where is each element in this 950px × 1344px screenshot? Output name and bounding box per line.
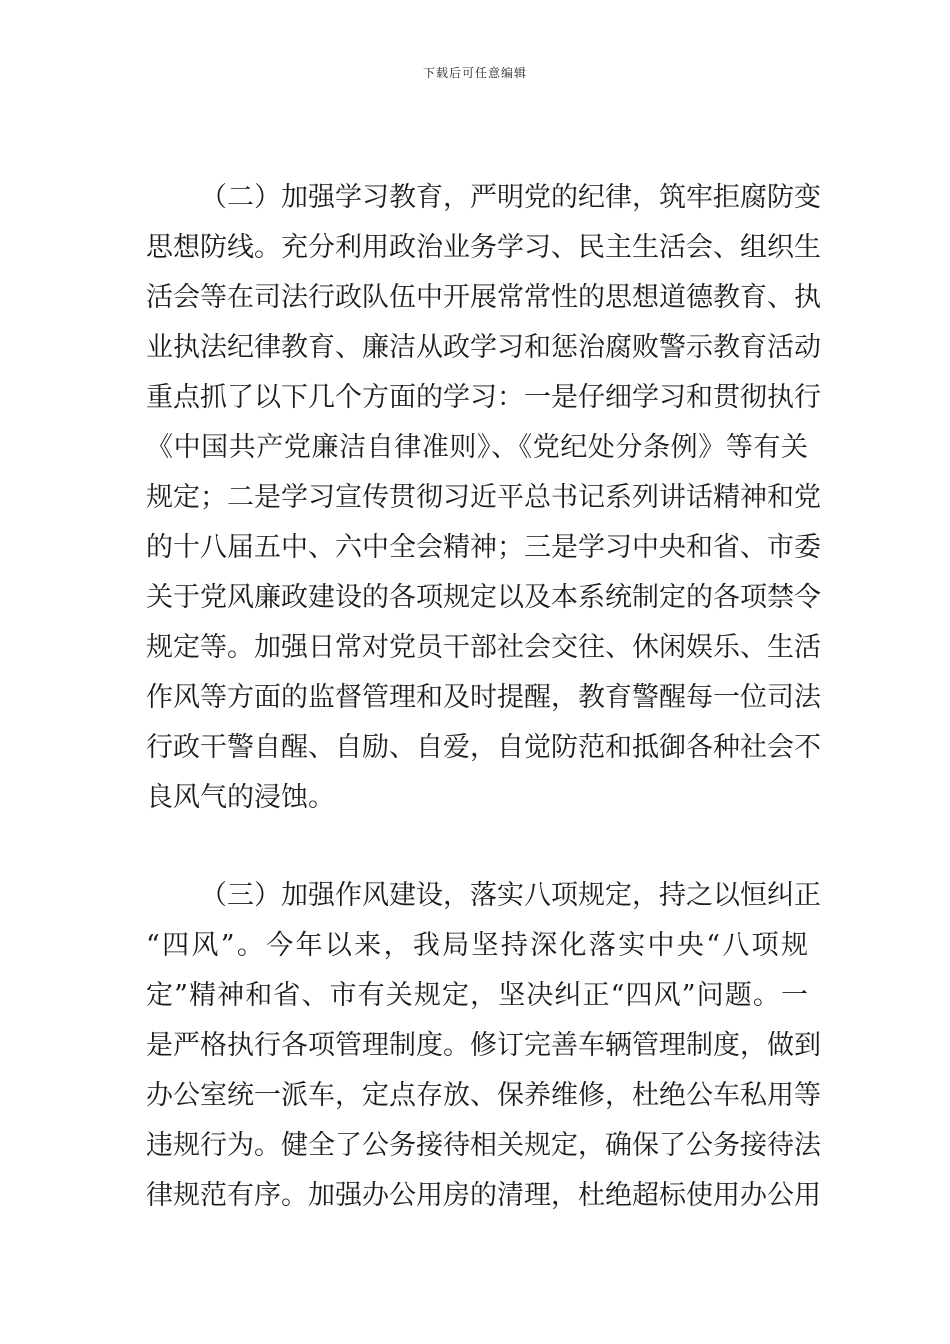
- text-line: 办公室统一派车，定点存放、保养维修，杜绝公车私用等: [146, 1080, 821, 1111]
- text-line: 行政干警自醒、自励、自爱，自觉防范和抵御各种社会不: [146, 732, 821, 763]
- text-line: 关于党风廉政建设的各项规定以及本系统制定的各项禁令: [146, 582, 821, 613]
- text-line: 律规范有序。加强办公用房的清理，杜绝超标使用办公用: [146, 1180, 821, 1211]
- text-line: 作风等方面的监督管理和及时提醒，教育警醒每一位司法: [146, 682, 821, 713]
- text-line: 定”精神和省、市有关规定，坚决纠正“四风”问题。一: [146, 980, 808, 1011]
- text-line: 活会等在司法行政队伍中开展常常性的思想道德教育、执: [146, 282, 821, 313]
- text-line: 规定等。加强日常对党员干部社会交往、休闲娱乐、生活: [146, 632, 821, 663]
- text-line: 违规行为。健全了公务接待相关规定，确保了公务接待法: [146, 1130, 821, 1161]
- text-line: 是严格执行各项管理制度。修订完善车辆管理制度，做到: [146, 1030, 821, 1061]
- text-line: 重点抓了以下几个方面的学习：一是仔细学习和贯彻执行: [146, 382, 821, 413]
- paragraph-section-3: [146, 871, 821, 1221]
- text-line: 的十八届五中、六中全会精神；三是学习中央和省、市委: [146, 532, 821, 563]
- text-line: 良风气的浸蚀。: [146, 782, 335, 813]
- page-header: 下载后可任意编辑: [422, 66, 527, 80]
- text-line: 业执法纪律教育、廉洁从政学习和惩治腐败警示教育活动: [146, 332, 821, 363]
- text-line: 规定；二是学习宣传贯彻习近平总书记系列讲话精神和党: [146, 482, 821, 513]
- text-line: （三）加强作风建设，落实八项规定，持之以恒纠正: [200, 880, 821, 911]
- text-line: 《中国共产党廉洁自律准则》、《党纪处分条例》等有关: [146, 432, 808, 463]
- text-line: “四风”。今年以来，我局坚持深化落实中央“八项规: [146, 930, 808, 961]
- text-line: 思想防线。充分利用政治业务学习、民主生活会、组织生: [146, 232, 821, 263]
- text-line: （二）加强学习教育，严明党的纪律，筑牢拒腐防变: [200, 182, 821, 213]
- paragraph-section-2: [146, 173, 821, 823]
